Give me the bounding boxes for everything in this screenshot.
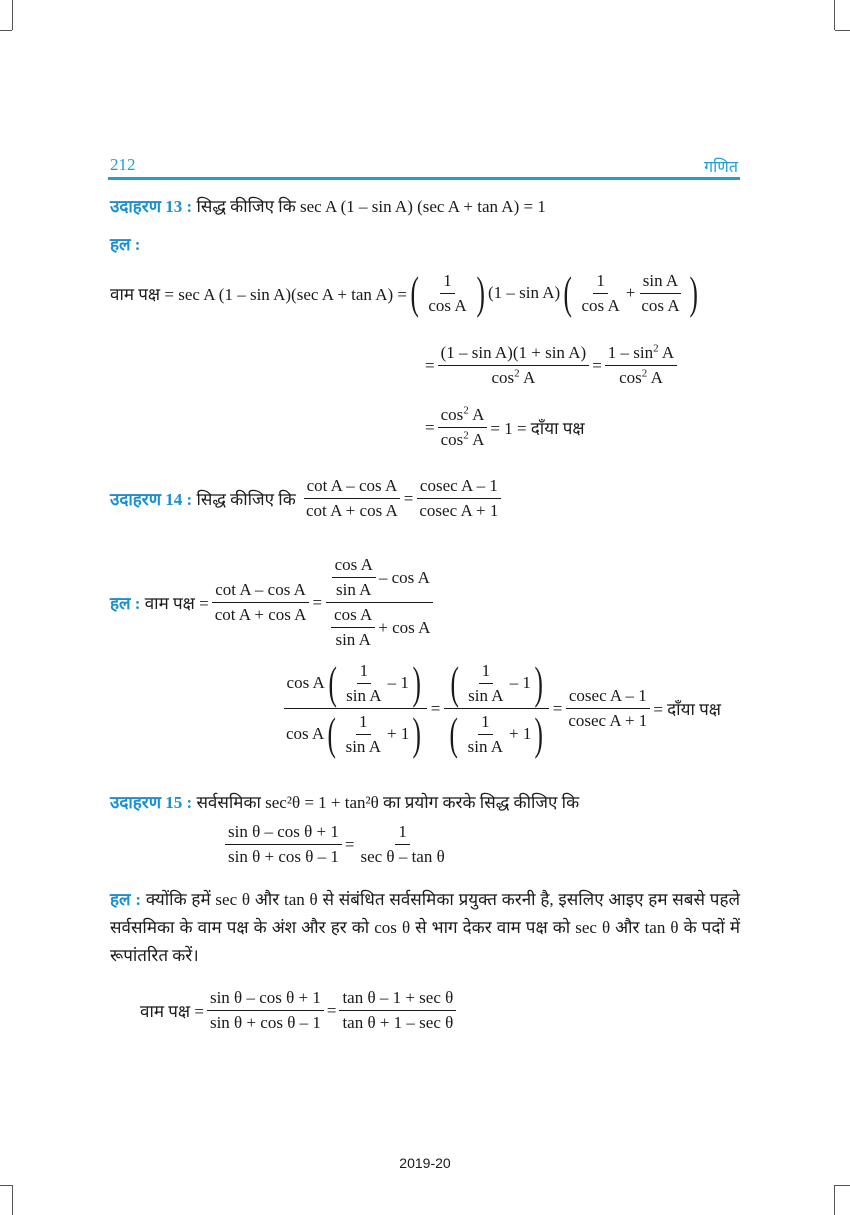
crop-mark bbox=[0, 1185, 12, 1186]
fraction: $\frac{1}{\text{cos A}}$ bbox=[428, 270, 467, 315]
example-15-identity: $\frac{\text{sin θ – cos θ + 1}}{\text{sin θ + cos θ – 1}}$ = $\frac{1}{\text{sec θ – tan θ}}$ bbox=[222, 822, 451, 867]
crop-mark bbox=[12, 1185, 13, 1215]
example-14-solution-line-2: cos A ( $\frac{1}{\text{sin A}}$ – 1 ) cos A ( $\frac{1}{\text{sin A}}$ + 1 ) = ( $\frac{1}{\text{sin A}}$ – 1 ) ( $\frac{1}{\text{sin A}}$ + 1 ) = $\frac{\text{cosec A – 1}}{\text{cosec A + 1}}$ = दाँया पक्ष bbox=[280, 660, 721, 757]
example-15-solution-paragraph: हल : क्योंकि हमें sec θ और tan θ से संबंधित सर्वसमिका प्रयुक्त करनी है, इसलिए आइए हम सबसे पहले सर्वसमिका के वाम पक्ष के अंश और हर को cos θ से भाग देकर वाम पक्ष को sec θ और tan θ के पदों में रूपांतरित करें। bbox=[110, 890, 740, 965]
rhs-conclusion: = दाँया पक्ष bbox=[653, 700, 721, 719]
example-13-line-3: = $\frac{\cos^2 A}{\cos^2 A}$ = 1 = दाँया पक्ष bbox=[425, 404, 585, 449]
header-rule bbox=[108, 177, 740, 180]
fraction: $\frac{\text{cosec A – 1}}{\text{cosec A + 1}}$ bbox=[416, 476, 501, 521]
example-15-label: उदाहरण 15 : bbox=[110, 793, 193, 812]
example-15-solution-label: हल : bbox=[110, 890, 142, 909]
crop-mark bbox=[835, 1185, 850, 1186]
example-15-statement: उदाहरण 15 : सर्वसमिका sec²θ = 1 + tan²θ का प्रयोग करके सिद्ध कीजिए कि bbox=[110, 793, 580, 812]
page-number: 212 bbox=[110, 155, 136, 174]
example-14-label: उदाहरण 14 : bbox=[110, 490, 193, 509]
footer-year: 2019-20 bbox=[399, 1155, 451, 1171]
fraction: $\frac{\text{sin θ – cos θ + 1}}{\text{sin θ + cos θ – 1}}$ bbox=[207, 988, 324, 1033]
example-13-text: सिद्ध कीजिए कि sec A (1 – sin A) (sec A + tan A) = 1 bbox=[196, 197, 546, 216]
example-14-solution-label: हल : bbox=[110, 594, 141, 613]
example-13-label: उदाहरण 13 : bbox=[110, 197, 193, 216]
crop-mark bbox=[835, 30, 850, 31]
rhs-conclusion: = 1 = दाँया पक्ष bbox=[490, 419, 585, 438]
example-13-line-1: वाम पक्ष = sec A (1 – sin A)(sec A + tan A) = ( $\frac{1}{\text{cos A}}$ ) (1 – sin A) ( $\frac{1}{\text{cos A}}$ + $\frac{\text{sin A}}{\text{cos A}}$ ) bbox=[110, 267, 698, 318]
example-13-statement bbox=[110, 194, 546, 217]
complex-fraction: ( $\frac{1}{\text{sin A}}$ – 1 ) ( $\frac{1}{\text{sin A}}$ + 1 ) bbox=[443, 660, 549, 757]
example-14-solution-line-1: हल : वाम पक्ष = $\frac{\text{cot A – cos A}}{\text{cot A + cos A}}$ = $\frac{\text{cos A}}{\text{sin A}}$ – cos A $\frac{\text{cos A}}{\text{sin A}}$ + cos A bbox=[110, 555, 436, 650]
fraction: $\frac{\text{cot A – cos A}}{\text{cot A + cos A}}$ bbox=[303, 476, 401, 521]
fraction: $\frac{\text{tan θ – 1 + sec θ}}{\text{tan θ + 1 – sec θ}}$ bbox=[339, 988, 456, 1033]
fraction: $\frac{\cos^2 A}{\cos^2 A}$ bbox=[438, 405, 488, 450]
example-15-line-1: वाम पक्ष = $\frac{\text{sin θ – cos θ + 1}}{\text{sin θ + cos θ – 1}}$ = $\frac{\text{tan θ – 1 + sec θ}}{\text{tan θ + 1 – sec θ}}$ bbox=[140, 988, 459, 1033]
complex-fraction: $\frac{\text{cos A}}{\text{sin A}}$ – cos A $\frac{\text{cos A}}{\text{sin A}}$ + cos A bbox=[325, 555, 433, 650]
crop-mark bbox=[834, 0, 835, 30]
fraction: $\frac{\text{(1 – sin A)(1 + sin A)}}{\cos^2 A}$ bbox=[438, 343, 590, 388]
lhs-label: वाम पक्ष = sec A (1 – sin A)(sec A + tan A) = bbox=[110, 284, 408, 304]
example-13-line-2: = $\frac{\text{(1 – sin A)(1 + sin A)}}{\cos^2 A}$ = $\frac{1 - \sin^2 A}{\cos^2 A}$ bbox=[425, 343, 680, 388]
crop-mark bbox=[0, 30, 12, 31]
example-13-solution-label: हल : bbox=[110, 235, 141, 254]
example-14-statement: उदाहरण 14 : सिद्ध कीजिए कि $\frac{\text{cot A – cos A}}{\text{cot A + cos A}}$ = $\frac{\text{cosec A – 1}}{\text{cosec A + 1}}$ bbox=[110, 476, 504, 521]
fraction: $\frac{\text{sin A}}{\text{cos A}}$ bbox=[641, 270, 680, 315]
crop-mark bbox=[12, 0, 13, 30]
fraction: $\frac{1}{\text{cos A}}$ bbox=[581, 270, 620, 315]
fraction: $\frac{\text{cot A – cos A}}{\text{cot A + cos A}}$ bbox=[212, 580, 310, 625]
fraction: $\frac{\text{cosec A – 1}}{\text{cosec A + 1}}$ bbox=[565, 686, 650, 731]
fraction: $\frac{\text{sin θ – cos θ + 1}}{\text{sin θ + cos θ – 1}}$ bbox=[225, 822, 342, 867]
fraction: $\frac{1}{\text{sec θ – tan θ}}$ bbox=[360, 822, 445, 866]
book-title: गणित bbox=[704, 157, 738, 176]
complex-fraction: cos A ( $\frac{1}{\text{sin A}}$ – 1 ) cos A ( $\frac{1}{\text{sin A}}$ + 1 ) bbox=[283, 660, 428, 757]
crop-mark bbox=[834, 1185, 835, 1215]
fraction: $\frac{1 - \sin^2 A}{\cos^2 A}$ bbox=[605, 343, 677, 388]
